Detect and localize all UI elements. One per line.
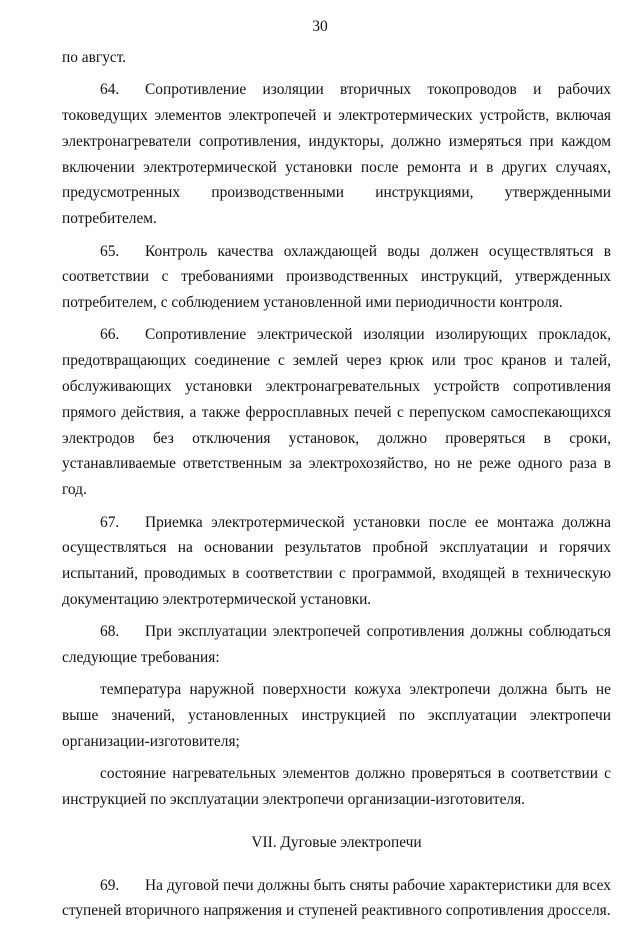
paragraph-65 [62, 239, 611, 316]
paragraph-text: по август. [62, 49, 127, 66]
paragraph-text: Приемка электротермической установки после ее монтажа должна осуществляться на основании результатов пробной эксплуатации и горячих испытаний, проводимых в соответствии с программой, входящей в техническую документацию электротермической установки. [62, 513, 611, 608]
paragraph-67 [62, 510, 611, 613]
paragraph-text: температура наружной поверхности кожуха электропечи должна быть не выше значений, установленных инструкцией по эксплуатации электропечи организации-изготовителя; [62, 681, 611, 750]
paragraph-69 [62, 873, 611, 925]
paragraph-number: 64. [100, 81, 120, 99]
paragraph-68-item-2 [62, 761, 611, 813]
paragraph-68-item-1 [62, 677, 611, 754]
paragraph-number: 68. [100, 623, 120, 641]
paragraph-number: 66. [100, 326, 120, 344]
paragraph-66 [62, 322, 611, 503]
paragraph-64 [62, 77, 611, 232]
paragraph-text: При эксплуатации электропечей сопротивления должны соблюдаться следующие требования: [62, 623, 611, 667]
paragraph-number: 65. [100, 242, 120, 260]
document-body [62, 45, 611, 931]
page-number: 30 [312, 18, 328, 35]
paragraph-text: состояние нагревательных элементов должно проверяться в соответствии с инструкцией по эксплуатации электропечи организации-изготовителя. [62, 765, 611, 809]
paragraph-text: Контроль качества охлаждающей воды должен осуществляться в соответствии с требованиями производственных инструкций, утвержденных потребителем, с соблюдением установленной ими периодичности контроля. [62, 242, 611, 312]
paragraph-68 [62, 619, 611, 671]
paragraph-number: 67. [100, 513, 120, 531]
paragraph-text: Сопротивление изоляции вторичных токопроводов и рабочих токоведущих элементов электропечей и электротермических устройств, включая электронагреватели сопротивления, индукторы, должно измеряться при каждом включении электротермической установки после ремонта и в других случаях, предусмотренных производственными инструкциями, утвержденными потребителем. [62, 81, 611, 228]
section-heading: VII. Дуговые электропечи [251, 833, 422, 851]
paragraph-text: На дуговой печи должны быть сняты рабочие характеристики для всех ступеней вторичного напряжения и ступеней реактивного сопротивления дросселя. [62, 876, 611, 920]
paragraph-number: 69. [100, 876, 120, 894]
paragraph-text: Сопротивление электрической изоляции изолирующих прокладок, предотвращающих соединение с землей через крюк или трос кранов и талей, обслуживающих установки электронагревательных устройств сопротивления прямого действия, а также ферросплавных печей с перепуском самоспекающихся электродов без отключения установок, должно проверяться в сроки, устанавливаемые ответственным за электрохозяйство, но не реже одного раза в год. [62, 326, 611, 499]
paragraph-continuation [62, 45, 611, 71]
